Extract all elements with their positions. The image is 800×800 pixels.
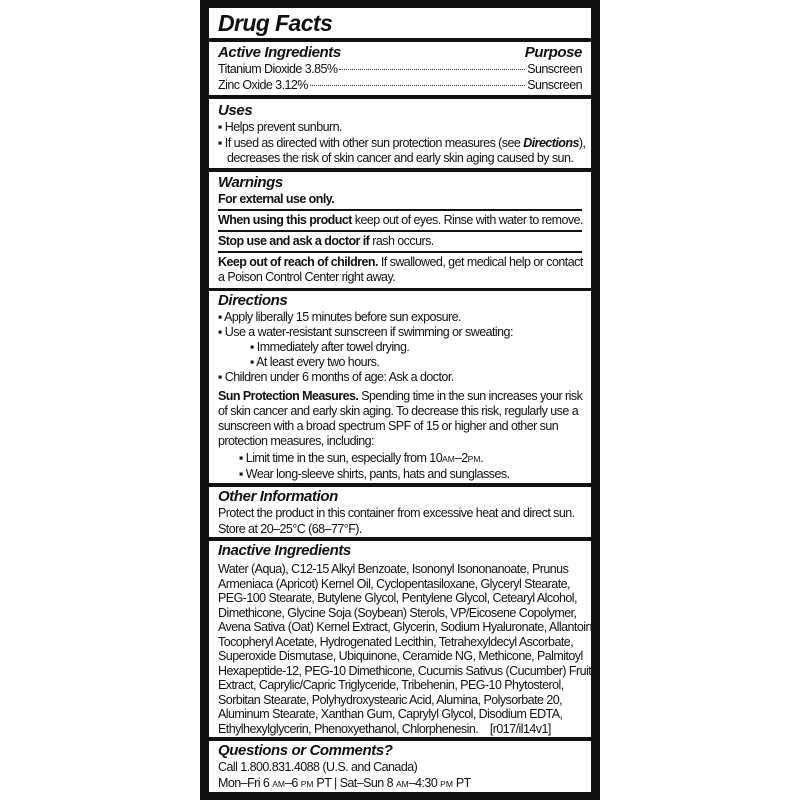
direction-item: ▪ Apply liberally 15 minutes before sun exposure.: [218, 310, 461, 324]
directions-ref: Directions: [523, 135, 579, 150]
ingredient-purpose: Sunscreen: [527, 62, 582, 76]
ingredient-purpose: Sunscreen: [527, 77, 582, 92]
text: PT: [452, 775, 471, 790]
direction-subitem: ▪ Immediately after towel drying.: [250, 340, 410, 354]
text: AM: [272, 778, 285, 789]
text: Spending time in the sun increases your risk: [358, 389, 583, 403]
inactive-line: Extract, Caprylic/Capric Triglyceride, Tribehenin, PEG-10 Phytosterol,: [218, 678, 564, 692]
uses-item-cont: decreases the risk of skin cancer and early skin aging caused by sun.: [227, 151, 574, 165]
ingredient-name: Zinc Oxide 3.12%: [218, 77, 308, 92]
divider: [218, 251, 582, 253]
purpose-heading: Purpose: [524, 44, 582, 61]
text: PT | Sat–Sun 8: [313, 775, 396, 790]
inactive-heading: Inactive Ingredients: [218, 542, 351, 559]
spm-item: [218, 451, 582, 467]
text: ),: [578, 135, 586, 150]
text: –4:30: [408, 775, 441, 790]
label-title: Drug Facts: [218, 10, 333, 36]
inactive-line: Tocopheryl Acetate, Hydrogenated Lecithin, Tetrahexyldecyl Ascorbate,: [218, 634, 574, 649]
text: .: [480, 451, 484, 465]
divider: [218, 230, 582, 232]
text: –2: [454, 451, 468, 465]
directions-section: [209, 291, 591, 483]
inactive-line: Ethylhexylglycerin, Phenoxyethanol, Chlorphenesin. [r017/il14v1]: [218, 721, 551, 736]
inactive-line: Water (Aqua), C12-15 Alkyl Benzoate, Isononyl Isononanoate, Prunus: [218, 562, 569, 576]
text: keep out of eyes. Rinse with water to remove.: [351, 213, 583, 227]
ingredient-name: Titanium Dioxide 3.85%: [218, 62, 338, 76]
spm-line: of skin cancer and early skin aging. To decrease this risk, regularly use a: [218, 404, 579, 418]
other-info-section: [209, 487, 591, 537]
hours-line: [218, 776, 582, 793]
active-row: [218, 62, 582, 78]
inactive-line: Avena Sativa (Oat) Kernel Extract, Glycerin, Sodium Hyaluronate, Allantoin,: [218, 620, 595, 634]
uses-item: ▪ Helps prevent sunburn.: [218, 120, 342, 134]
when-using: [218, 213, 582, 228]
directions-heading: Directions: [218, 292, 288, 309]
inactive-line: Dimethicone, Glycine Soja (Soybean) Sterols, VP/Eicosene Copolymer,: [218, 605, 577, 620]
text: AM: [395, 778, 409, 789]
direction-item: ▪ Use a water-resistant sunscreen if swimming or sweating:: [218, 325, 513, 339]
text: PM: [467, 454, 481, 464]
keep-out-cont: a Poison Control Center right away.: [218, 270, 396, 284]
uses-item: [218, 135, 586, 152]
inactive-ingredients-section: [209, 541, 595, 737]
keep-out: [218, 255, 582, 270]
text: –6: [285, 775, 301, 790]
text: PM: [300, 778, 314, 789]
active-header-row: [218, 44, 582, 62]
spm-item: ▪ Wear long-sleeve shirts, pants, hats and sunglasses.: [239, 467, 510, 481]
spm-line: protection measures, including:: [218, 434, 374, 448]
uses-section: [209, 99, 591, 168]
spm-line: sunscreen with a broad spectrum SPF of 15 or higher and other sun: [218, 419, 559, 433]
other-heading: Other Information: [218, 488, 338, 505]
text: Keep out of reach of children.: [218, 255, 378, 269]
active-row: [218, 78, 582, 94]
text: When using this product: [218, 213, 352, 227]
warnings-heading: Warnings: [218, 174, 283, 191]
inactive-line: Superoxide Dismutase, Ubiquinone, Ceramide NG, Methicone, Palmitoyl: [218, 649, 583, 663]
warnings-section: [209, 172, 591, 288]
inactive-line: Armeniaca (Apricot) Kernel Oil, Cyclopentasiloxane, Glyceryl Stearate,: [218, 576, 570, 591]
dot-leader: [310, 85, 525, 86]
dot-leader: [339, 69, 525, 70]
text: rash occurs.: [369, 234, 434, 248]
spm-line: [218, 389, 582, 404]
questions-section: [209, 741, 591, 792]
active-heading: Active Ingredients: [218, 44, 341, 61]
inactive-line: Sorbitan Stearate, Polyhydroxystearic Acid, Alumina, Polysorbate 20,: [218, 692, 563, 707]
text: ▪ If used as directed with other sun protection measures (see: [218, 135, 524, 150]
inactive-line: Hexapeptide-12, PEG-10 Dimethicone, Cucumis Sativus (Cucumber) Fruit: [218, 663, 592, 678]
drug-facts-label: [200, 0, 600, 800]
external-use: For external use only.: [218, 192, 335, 206]
text: ▪ Limit time in the sun, especially from 10: [239, 451, 443, 465]
text: AM: [442, 454, 455, 464]
text: Mon–Fri 6: [218, 775, 273, 790]
text: Stop use and ask a doctor if: [218, 234, 370, 248]
direction-item: ▪ Children under 6 months of age: Ask a doctor.: [218, 370, 454, 384]
other-line: Protect the product in this container from excessive heat and direct sun.: [218, 506, 575, 520]
phone-line[interactable]: Call 1.800.831.4088 (U.S. and Canada): [218, 760, 418, 774]
questions-heading: Questions or Comments?: [218, 742, 393, 759]
inactive-line: PEG-100 Stearate, Butylene Glycol, Pentylene Glycol, Cetearyl Alcohol,: [218, 591, 577, 605]
inactive-list: [218, 562, 595, 736]
text: If swallowed, get medical help or contact: [377, 255, 583, 269]
divider: [218, 209, 582, 211]
active-ingredients-section: [209, 42, 591, 95]
other-line: Store at 20–25°C (68–77°F).: [218, 521, 362, 536]
uses-heading: Uses: [218, 102, 253, 119]
text: Sun Protection Measures.: [218, 389, 359, 403]
stop-use: [218, 234, 582, 249]
inactive-line: Aluminum Stearate, Xanthan Gum, Caprylyl Glycol, Disodium EDTA,: [218, 707, 563, 721]
direction-subitem: ▪ At least every two hours.: [250, 355, 380, 369]
text: PM: [440, 778, 453, 789]
title-section: [209, 8, 591, 38]
